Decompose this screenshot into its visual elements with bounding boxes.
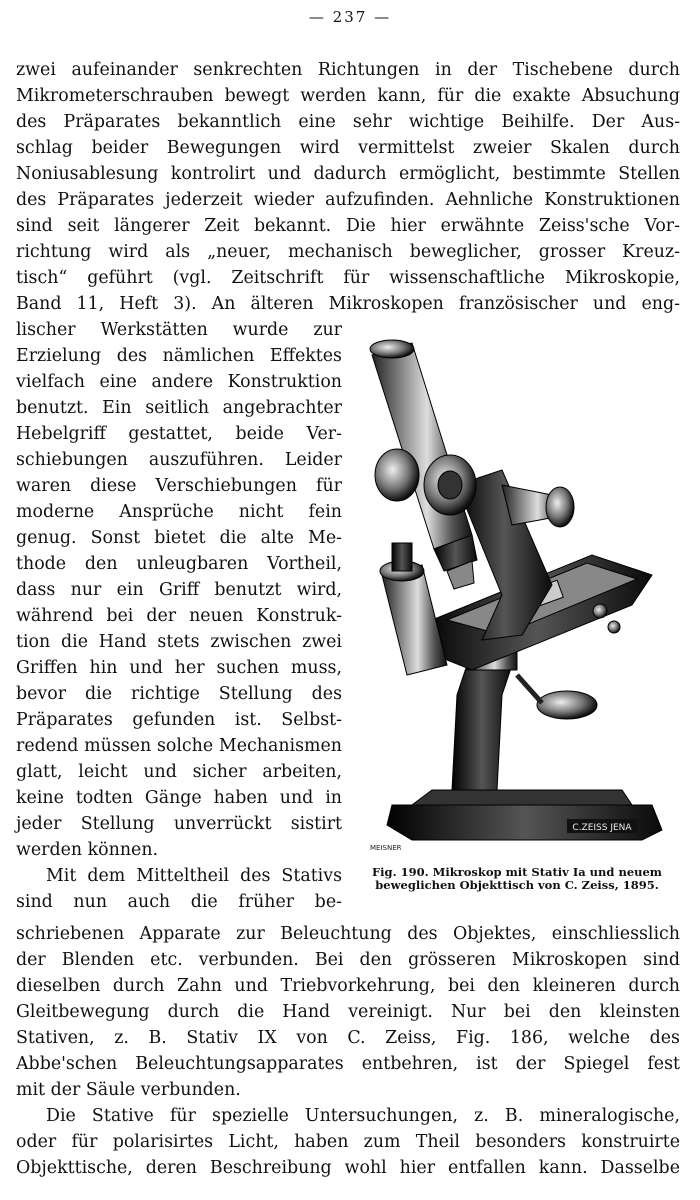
engraver-mark: MEISNER (370, 844, 402, 852)
text-line: Präparates gefunden ist. Selbst- (16, 710, 342, 730)
text-line: des Präparates bekanntlich eine sehr wichtige Beihilfe. Der Aus- (16, 112, 680, 132)
text-line: lischer Werkstätten wurde zur (16, 320, 342, 340)
wrapped-column-text (16, 317, 342, 915)
text-line: Erzielung des nämlichen Effektes (16, 346, 342, 366)
text-line: keine todten Gänge haben und in (16, 788, 342, 808)
caption-line: beweglichen Objekttisch von C. Zeiss, 1895. (375, 878, 659, 892)
text-line: werden können. (16, 840, 159, 860)
text-line: tisch“ geführt (vgl. Zeitschrift für wissenschaftliche Mikroskopie, (16, 268, 680, 288)
paragraph-4 (16, 1103, 680, 1181)
text-line: Band 11, Heft 3). An älteren Mikroskopen französischer und eng- (16, 294, 680, 314)
text-line: schiebungen auszuführen. Leider (16, 450, 342, 470)
text-line: tion die Hand stets zwischen zwei (16, 632, 342, 652)
text-line: Noniusablesung kontrolirt und dadurch ermöglicht, bestimmte Stellen (16, 164, 680, 184)
text-line: während bei der neuen Konstruk- (16, 606, 342, 626)
text-line: zwei aufeinander senkrechten Richtungen in der Tischebene durch (16, 60, 680, 80)
text-line: mit der Säule verbunden. (16, 1080, 241, 1100)
text-line: sind seit längerer Zeit bekannt. Die hier erwähnte Zeiss'sche Vor- (16, 216, 680, 236)
condenser-tube (380, 543, 447, 675)
text-line: dieselben durch Zahn und Triebvorkehrung, bei den kleineren durch (16, 976, 680, 996)
microscope-base (387, 790, 662, 840)
text-line: vielfach eine andere Konstruktion (16, 372, 342, 392)
page-number: — 237 — (308, 8, 392, 26)
text-line: Hebelgriff gestattet, beide Ver- (16, 424, 342, 444)
text-line: des Präparates jederzeit wieder aufzufinden. Aehnliche Konstruktionen (16, 190, 680, 210)
text-line: redend müssen solche Mechanismen (16, 736, 342, 756)
paragraph-3 (16, 921, 680, 1103)
mirror (517, 675, 597, 719)
text-line: sind nun auch die früher be- (16, 892, 342, 912)
text-line: Die Stative für spezielle Untersuchungen, z. B. mineralogische, (46, 1106, 680, 1126)
caption-line: Fig. 190. Mikroskop mit Stativ Ia und neuem (372, 865, 662, 879)
text-line: thode den unleugbaren Vortheil, (16, 554, 342, 574)
text-line: schriebenen Apparate zur Beleuchtung des Objektes, einschliesslich (16, 924, 680, 944)
text-line: der Blenden etc. verbunden. Bei den grösseren Mikroskopen sind (16, 950, 680, 970)
text-line: moderne Ansprüche nicht fein (16, 502, 342, 522)
paragraph-1 (16, 57, 680, 317)
text-line: schlag beider Bewegungen wird vermittelst zweier Skalen durch (16, 138, 680, 158)
text-line: bevor die richtige Stellung des (16, 684, 342, 704)
text-line: genug. Sonst bietet die alte Me- (16, 528, 342, 548)
text-line: Stativen, z. B. Stativ IX von C. Zeiss, Fig. 186, welche des (16, 1028, 680, 1048)
text-line: Gleitbewegung durch die Hand vereinigt. Nur bei den kleinsten (16, 1002, 680, 1022)
text-line: Abbe'schen Beleuchtungsapparates entbehren, ist der Spiegel fest (16, 1054, 680, 1074)
text-line: richtung wird als „neuer, mechanisch beweglicher, grosser Kreuz- (16, 242, 680, 262)
text-line: Objekttische, deren Beschreibung wohl hier entfallen kann. Dasselbe (16, 1158, 680, 1178)
text-line: dass nur ein Griff benutzt wird, (16, 580, 342, 600)
text-line: waren diese Verschiebungen für (16, 476, 342, 496)
text-line: Mit dem Mitteltheil des Stativs (46, 866, 342, 886)
microscope-illustration (352, 335, 682, 865)
text-line: Griffen hin und her suchen muss, (16, 658, 342, 678)
figure-caption (352, 866, 682, 892)
text-line: Mikrometerschrauben bewegt werden kann, für die exakte Absuchung (16, 86, 680, 106)
text-line: benutzt. Ein seitlich angebrachter (16, 398, 342, 418)
base-inscription: C.ZEISS JENA (572, 823, 632, 833)
fine-adjustment (502, 485, 574, 527)
text-line: jeder Stellung unverrückt sistirt (16, 814, 342, 834)
text-line: oder für polarisirtes Licht, haben zum Theil besonders konstruirte (16, 1132, 680, 1152)
text-line: glatt, leicht und sicher arbeiten, (16, 762, 342, 782)
